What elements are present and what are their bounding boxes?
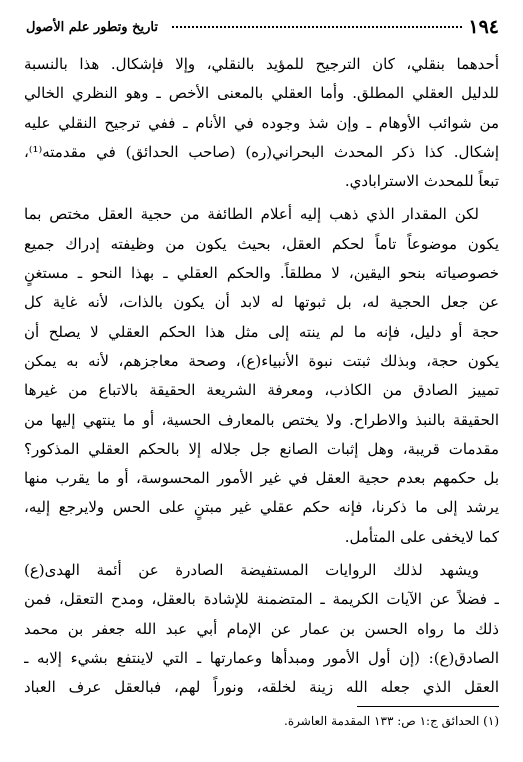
footnote-separator <box>357 706 499 707</box>
page-header <box>26 14 499 40</box>
text-line: للدليل العقلي المطلق. وأما العقلي بالمعنى الأخص ـ وهو النظري الخالي <box>24 84 499 103</box>
text-line: ـ فضلاً عن الآيات الكريمة ـ المتضمنة للإشادة بالعقل، ومدح التعقل، فمن <box>24 590 499 609</box>
text-line: إشكال. كذا ذكر المحدث البحراني(ره) (صاحب الحدائق) في مقدمته⁽¹⁾، <box>24 142 499 161</box>
running-title: تاريخ وتطور علم الأصول <box>26 19 158 35</box>
text-line: من شوائب الأوهام ـ وإن شذ وجوده في الأنام ـ ففي ترجيح النقلي عليه <box>24 113 499 132</box>
header-dotted-leader <box>172 26 462 28</box>
text-line: يرشد إلى ما ذكرنا، فإنه حكم عقلي غير مبتنٍ على الحس ولايرجع إليه، <box>24 498 499 517</box>
text-line: يكون موضوعاً تاماً لحكم العقل، بحيث يكون من وظيفته إدراك جميع <box>24 234 499 253</box>
text-line: تمييز الصادق من الكاذب، ومعرفة الشريعة الحقيقة بالاتباع من غيرها <box>24 381 499 400</box>
text-line: عن جعل الحجية له، بل ثبوتها له لابد أن يكون بالذات، لأنه غاية كل <box>24 293 499 312</box>
body-text <box>24 50 499 703</box>
text-line: العقل الذي جعله الله زينة لخلقه، ونوراً لهم، فبالعقل عرف العباد <box>24 678 499 697</box>
text-line: الصادق(ع): (إن أول الأمور ومبدأها وعمارتها ـ التي لاينتفع بشيء إلابه ـ <box>24 648 499 667</box>
text-line: بل حكمهم بعدم حجية العقل في غير الأمور المحسوسة، أو ما يقرب منها <box>24 469 499 488</box>
text-line: يكون حجة، وبذلك ثبتت نبوة الأنبياء(ع)، وصحة معاجزهم، لأنه به يمكن <box>24 351 499 370</box>
text-line: خصوصياته بنحو اليقين، لا مطلقاً. والحكم العقلي ـ بهذا النحو ـ مستغنٍ <box>24 264 499 283</box>
text-line: مقدمات قريبة، وهل إثبات الصانع جل جلاله إلا بالحكم العقلي المذكور؟ <box>24 439 499 458</box>
text-line: كما لايخفى على المتأمل. <box>344 527 499 546</box>
text-line: الحقيقة بالنبذ والاطراح. ولا يختص بالمعارف الحسية، أو ما ينتهي إليها من <box>24 410 499 429</box>
text-line: حجة أو دليل، فإنه ما لم ينته إلى مثل هذا الحكم العقلي لا يصلح أن <box>24 322 499 341</box>
text-line: تبعاً للمحدث الاسترابادي. <box>344 172 499 191</box>
page-number: ١٩٤ <box>468 16 499 38</box>
text-line: لكن المقدار الذي ذهب إليه أعلام الطائفة من حجية العقل مختص بما <box>24 205 479 224</box>
footnote: (١) الحدائق ج:١ ص: ١٣٣ المقدمة العاشرة. <box>284 714 499 728</box>
text-line: أحدهما بنقلي، كان الترجيح للمؤيد بالنقلي، وإلا فإشكال. هذا بالنسبة <box>24 55 499 73</box>
text-line: ويشهد لذلك الروايات المستفيضة الصادرة عن أئمة الهدى(ع) <box>24 561 479 580</box>
text-line: ذلك ما رواه الحسن بن عمار عن الإمام أبي عبد الله جعفر بن محمد <box>24 619 499 638</box>
